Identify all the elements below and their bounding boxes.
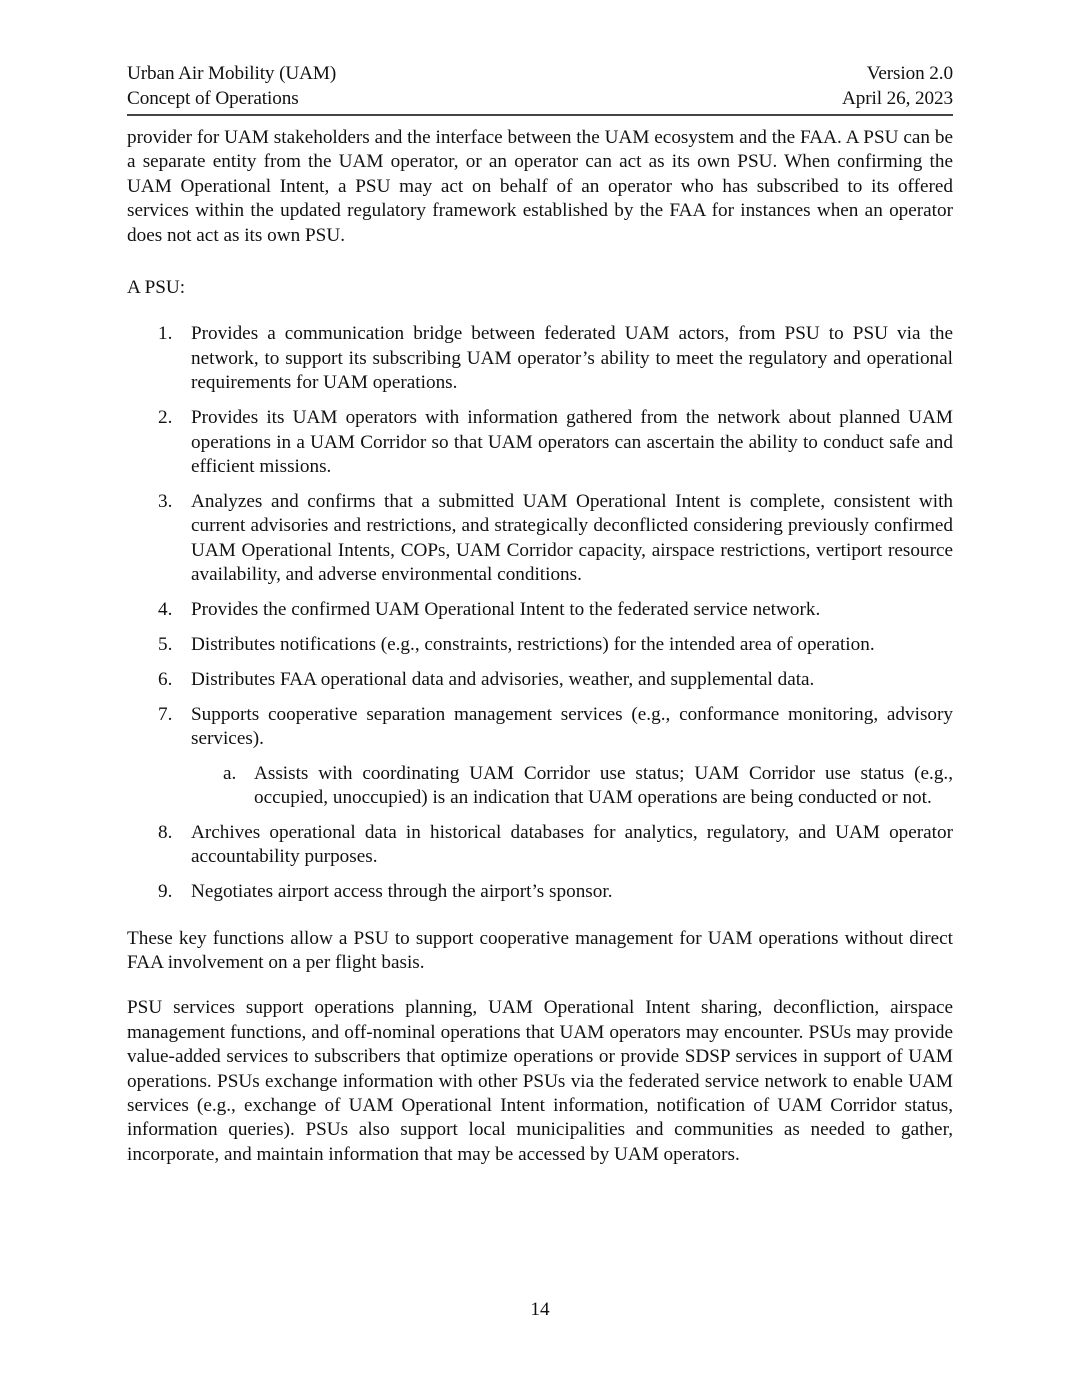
list-item [127,406,953,479]
document-date: April 26, 2023 [841,87,953,109]
document-title: Urban Air Mobility (UAM) [127,63,337,84]
list-item [127,490,953,588]
document-subtitle: Concept of Operations [127,87,299,109]
closing-paragraph: PSU services support operations planning, UAM Operational Intent sharing, deconfliction, airspace management functions, and off-nominal operations that UAM operators may encounter. PSUs may provide value-added services to subscribers that optimize operations or provide SDSP services in support of UAM operations. PSUs exchange information with other PSUs via the federated service network to enable UAM services (e.g., exchange of UAM Operational Intent information, notification of UAM Corridor status, information queries). PSUs also support local municipalities and communities as needed to gather, incorporate, and maintain information that may be accessed by UAM operators. [127,997,953,1165]
list-item-text: Archives operational data in historical databases for analytics, regulatory, and UAM operator accountability purposes. [191,821,953,868]
list-item [127,668,953,692]
list-item-text: Supports cooperative separation management services (e.g., conformance monitoring, advisory services). [191,703,953,750]
list-item-number: 2. [158,407,173,429]
list-item-number: 8. [158,821,173,843]
list-item-number: 5. [158,633,173,655]
header-right [842,62,953,111]
list-item-number: 9. [158,881,173,903]
document-version: Version 2.0 [866,63,953,84]
list-item-number: 4. [158,599,173,620]
list-item [127,821,953,870]
list-item-number: 6. [158,668,173,690]
list-label: A PSU: [127,277,186,299]
header-left [127,62,336,111]
list-item-text: Negotiates airport access through the airport’s sponsor. [191,881,613,903]
summary-paragraph: These key functions allow a PSU to support cooperative management for UAM operations without direct FAA involvement on a per flight basis. [127,927,953,973]
list-item [127,703,953,811]
sub-list-item-text: Assists with coordinating UAM Corridor use status; UAM Corridor use status (e.g., occupied, unoccupied) is an indication that UAM operations are being conducted or not. [254,762,953,808]
list-item [127,322,953,395]
sub-list [191,762,953,811]
document-page [127,62,953,1167]
list-item-text: Analyzes and confirms that a submitted UAM Operational Intent is complete, consistent with current advisories and restrictions, and strategically deconflicted considering previously confirmed UAM Operational Intents, COPs, UAM Corridor capacity, airspace restrictions, vertiport resource availability, and adverse environmental conditions. [191,490,953,586]
list-item-number: 7. [158,703,173,725]
list-item-text: Provides the confirmed UAM Operational Intent to the federated service network. [191,599,821,620]
list-item [127,633,953,657]
list-item [127,880,953,904]
list-item-number: 1. [158,323,173,345]
list-item [127,598,953,622]
list-item-text: Provides its UAM operators with information gathered from the network about planned UAM operations in a UAM Corridor so that UAM operators can ascertain the ability to conduct safe and efficient missions. [191,407,953,477]
sub-list-item [191,762,953,811]
list-item-number: 3. [158,490,173,512]
list-item-text: Distributes FAA operational data and advisories, weather, and supplemental data. [191,668,815,690]
sub-list-item-letter: a. [223,762,237,784]
list-item-text: Distributes notifications (e.g., constraints, restrictions) for the intended area of operation. [191,633,875,655]
intro-paragraph: provider for UAM stakeholders and the interface between the UAM ecosystem and the FAA. A PSU can be a separate entity from the UAM operator, or an operator can act as its own PSU. When confirming the UAM Operational Intent, a PSU may act on behalf of an operator who has subscribed to its offered services within the updated regulatory framework established by the FAA for instances when an operator does not act as its own PSU. [127,127,953,246]
psu-functions-list [127,322,953,904]
page-number: 14 [530,1299,550,1320]
list-item-text: Provides a communication bridge between federated UAM actors, from PSU to PSU via the network, to support its subscribing UAM operator’s ability to meet the regulatory and operational requirements for UAM operations. [191,323,953,394]
page-body [127,126,953,1167]
page-header [127,62,953,116]
